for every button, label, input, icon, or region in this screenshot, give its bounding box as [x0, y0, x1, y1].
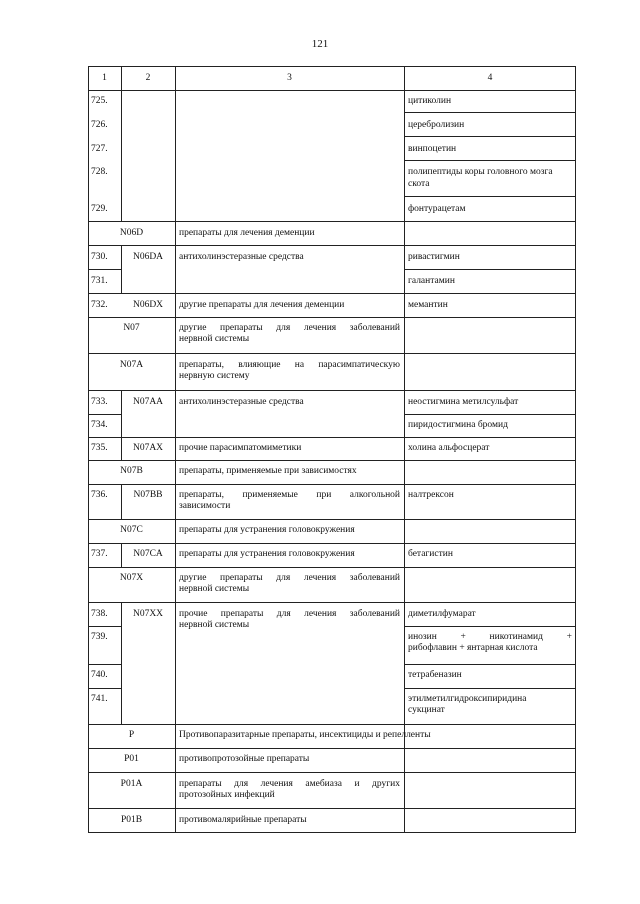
group-description: препараты, применяемые при алкогольной: [179, 490, 400, 500]
atc-code: N07X: [119, 573, 144, 583]
group-description: Противопаразитарные препараты, инсектициды и репелленты: [179, 730, 431, 740]
drug-name: бетагистин: [408, 549, 453, 559]
row-number: 726.: [91, 120, 108, 130]
rule: [404, 196, 576, 197]
atc-code: N07C: [120, 525, 143, 535]
row-number: 738.: [91, 609, 108, 619]
group-description: препараты для устранения головокружения: [179, 525, 355, 535]
group-description: нервную систему: [179, 371, 250, 381]
rule: [88, 567, 576, 568]
rule: [88, 66, 576, 67]
drug-table: [88, 66, 576, 832]
rule: [88, 724, 576, 725]
rule: [88, 602, 576, 603]
drug-name: галантамин: [408, 276, 455, 286]
group-description: нервной системы: [179, 584, 250, 594]
rule: [88, 414, 121, 415]
rule: [88, 317, 576, 318]
group-description: препараты для устранения головокружения: [179, 549, 355, 559]
group-description: нервной системы: [179, 334, 250, 344]
group-description: зависимости: [179, 501, 231, 511]
rule: [404, 136, 576, 137]
rule: [88, 519, 576, 520]
rule: [404, 112, 576, 113]
rule: [575, 66, 576, 833]
drug-name: церебролизин: [408, 120, 465, 130]
rule: [88, 543, 576, 544]
rule: [88, 832, 576, 833]
drug-name: этилметилгидроксипиридина: [408, 694, 527, 704]
row-number: 741.: [91, 694, 108, 704]
row-number: 740.: [91, 670, 108, 680]
row-number: 725.: [91, 96, 108, 106]
page-number: 121: [311, 38, 329, 50]
atc-code: P01: [124, 754, 139, 764]
rule: [404, 160, 576, 161]
rule: [121, 66, 122, 221]
group-description: другие препараты для лечения заболеваний: [179, 573, 400, 583]
rule: [88, 626, 121, 627]
atc-code: P01A: [120, 779, 143, 789]
row-number: 730.: [91, 252, 108, 262]
drug-name: неостигмина метилсульфат: [408, 397, 519, 407]
group-description: препараты, применяемые при зависимостях: [179, 466, 357, 476]
drug-name: налтрексон: [408, 490, 454, 500]
column-header: 3: [287, 73, 292, 83]
atc-code: N06DX: [132, 300, 164, 310]
atc-code: N07AX: [132, 443, 164, 453]
rule: [404, 626, 576, 627]
rule: [88, 772, 576, 773]
drug-name: тетрабеназин: [408, 670, 462, 680]
row-number: 728.: [91, 167, 108, 177]
row-number: 735.: [91, 443, 108, 453]
rule: [88, 460, 576, 461]
rule: [404, 414, 576, 415]
atc-code: N07AA: [132, 397, 164, 407]
row-number: 732.: [91, 300, 108, 310]
group-description: антихолинэстеразные средства: [179, 252, 304, 262]
rule: [88, 221, 576, 222]
rule: [88, 748, 576, 749]
rule: [88, 293, 576, 294]
group-description: противопротозойные препараты: [179, 754, 310, 764]
atc-code: P: [128, 730, 135, 740]
drug-name: сукцинат: [408, 705, 445, 715]
row-number: 734.: [91, 420, 108, 430]
column-header: 1: [102, 73, 107, 83]
column-header: 2: [145, 73, 151, 83]
drug-name: пиридостигмина бромид: [408, 420, 508, 430]
rule: [404, 269, 576, 270]
rule: [88, 245, 576, 246]
row-number: 739.: [91, 632, 108, 642]
drug-name: диметилфумарат: [408, 609, 476, 619]
rule: [88, 390, 576, 391]
atc-code: N06DA: [132, 252, 164, 262]
row-number: 736.: [91, 490, 108, 500]
rule: [88, 664, 121, 665]
rule: [88, 269, 121, 270]
drug-name: скота: [408, 179, 430, 189]
drug-name: цитиколин: [408, 96, 452, 106]
group-description: противомалярийные препараты: [179, 815, 307, 825]
rule: [175, 66, 176, 833]
group-description: прочие препараты для лечения заболеваний: [179, 609, 400, 619]
row-number: 731.: [91, 276, 108, 286]
row-number: 729.: [91, 204, 108, 214]
rule: [404, 66, 405, 833]
atc-code: P01B: [120, 815, 143, 825]
row-number: 733.: [91, 397, 108, 407]
drug-name: ривастигмин: [408, 252, 460, 262]
rule: [88, 437, 576, 438]
rule: [88, 688, 121, 689]
group-description: другие препараты для лечения деменции: [179, 300, 345, 310]
rule: [88, 90, 576, 91]
drug-name: рибофлавин + янтарная кислота: [408, 643, 538, 653]
drug-name: полипептиды коры головного мозга: [408, 167, 553, 177]
group-description: другие препараты для лечения заболеваний: [179, 323, 400, 333]
atc-code: N07B: [120, 466, 143, 476]
rule: [88, 66, 89, 833]
drug-name: инозин + никотинамид +: [408, 632, 572, 642]
row-number: 727.: [91, 144, 108, 154]
rule: [88, 484, 576, 485]
rule: [404, 688, 576, 689]
atc-code: N07A: [119, 360, 144, 370]
drug-name: фонтурацетам: [408, 204, 466, 214]
drug-name: холина альфосцерат: [408, 443, 490, 453]
group-description: прочие парасимпатомиметики: [179, 443, 302, 453]
group-description: препараты для лечения деменции: [179, 228, 315, 238]
rule: [88, 808, 576, 809]
group-description: антихолинэстеразные средства: [179, 397, 304, 407]
atc-code: N07BB: [133, 490, 163, 500]
column-header: 4: [487, 73, 493, 83]
drug-name: винпоцетин: [408, 144, 457, 154]
atc-code: N07XX: [132, 609, 164, 619]
group-description: препараты, влияющие на парасимпатическую: [179, 360, 400, 370]
group-description: протозойных инфекций: [179, 790, 275, 800]
group-description: нервной системы: [179, 620, 250, 630]
group-description: препараты для лечения амебиаза и других: [179, 779, 400, 789]
row-number: 737.: [91, 549, 108, 559]
rule: [404, 664, 576, 665]
rule: [121, 602, 122, 724]
atc-code: N06D: [119, 228, 144, 238]
drug-name: мемантин: [408, 300, 448, 310]
atc-code: N07: [123, 323, 140, 333]
atc-code: N07CA: [133, 549, 163, 559]
rule: [88, 353, 576, 354]
